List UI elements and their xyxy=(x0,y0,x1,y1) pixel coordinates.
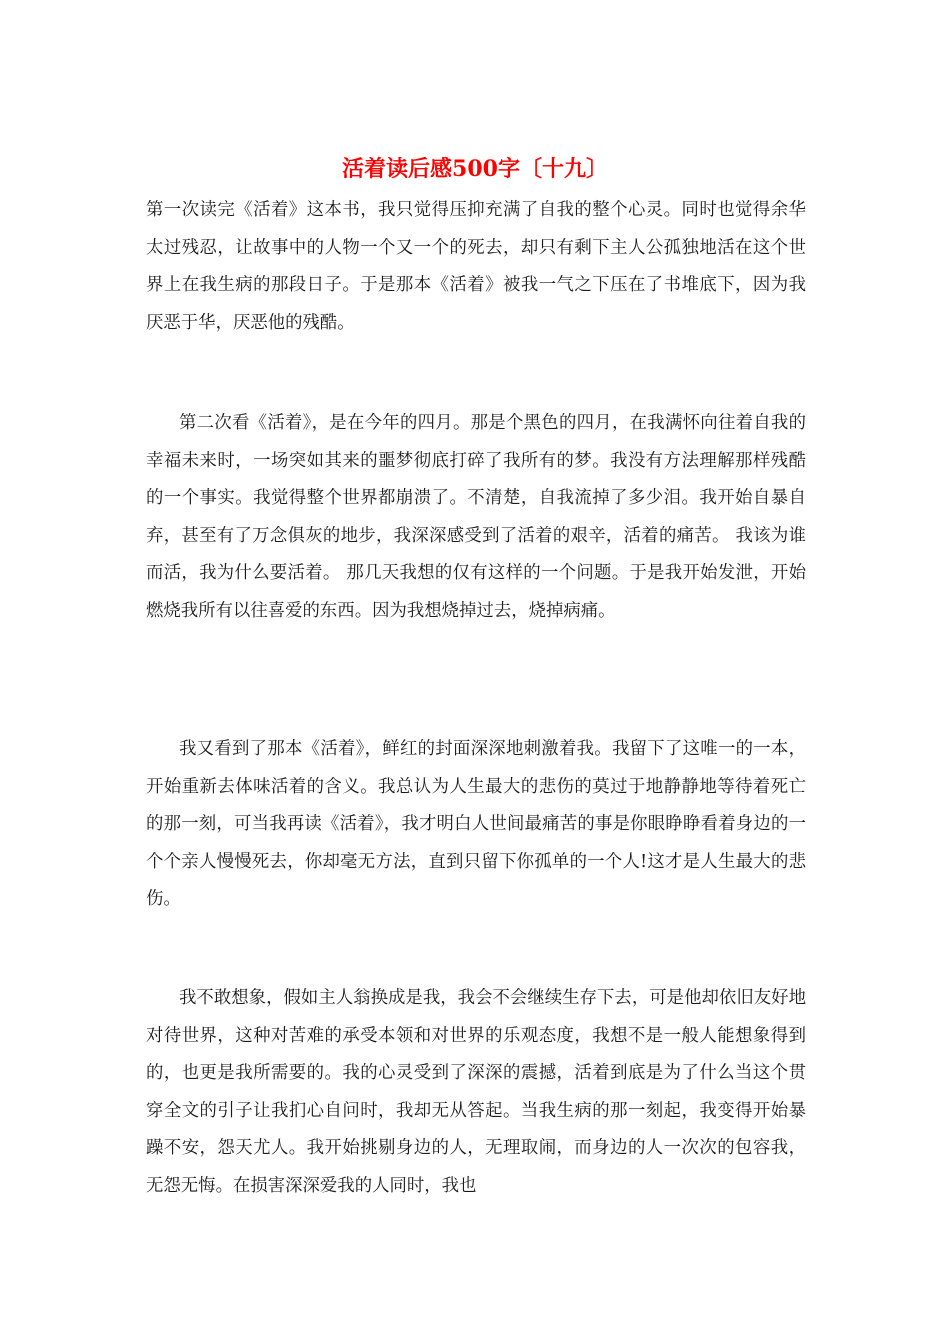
paragraph-4: 我不敢想象，假如主人翁换成是我，我会不会继续生存下去，可是他却依旧友好地对待世界，这种对苦难的承受本领和对世界的乐观态度，我想不是一般人能想象得到的，也更是我所需要的。我的心灵受到了深深的震撼，活着到底是为了什么当这个贯穿全文的引子让我扪心自问时，我却无从答起。当我生病的那一刻起，我变得开始暴躁不安，怨天尤人。我开始挑剔身边的人，无理取闹，而身边的人一次次的包容我，无怨无悔。在损害深深爱我的人同时，我也 xyxy=(146,988,806,1196)
document-title: 活着读后感500字〔十九〕 xyxy=(342,156,608,182)
paragraph-3: 我又看到了那本《活着》，鲜红的封面深深地刺激着我。我留下了这唯一的一本，开始重新去体味活着的含义。我总认为人生最大的悲伤的莫过于地静静地等待着死亡的那一刻，可当我再读《活着》，我才明白人世间最痛苦的事是你眼睁睁看着身边的一个个亲人慢慢死去，你却毫无方法，直到只留下你孤单的一个人!这才是人生最大的悲伤。 xyxy=(146,739,806,909)
paragraph-1: 第一次读完《活着》这本书，我只觉得压抑充满了自我的整个心灵。同时也觉得余华太过残忍，让故事中的人物一个又一个的死去，却只有剩下主人公孤独地活在这个世界上在我生病的那段日子。于是那本《活着》被我一气之下压在了书堆底下，因为我厌恶于华，厌恶他的残酷。 xyxy=(146,200,806,333)
paragraph-2: 第二次看《活着》，是在今年的四月。那是个黑色的四月，在我满怀向往着自我的幸福未来时，一场突如其来的噩梦彻底打碎了我所有的梦。我没有方法理解那样残酷的一个事实。我觉得整个世界都崩溃了。不清楚，自我流掉了多少泪。我开始自暴自弃，甚至有了万念俱灰的地步，我深深感受到了活着的艰辛，活着的痛苦。 我该为谁而活，我为什么要活着。 那几天我想的仅有这样的一个问题。于是我开始发泄，开始燃烧我所有以往喜爱的东西。因为我想烧掉过去，烧掉病痛。 xyxy=(146,413,806,621)
